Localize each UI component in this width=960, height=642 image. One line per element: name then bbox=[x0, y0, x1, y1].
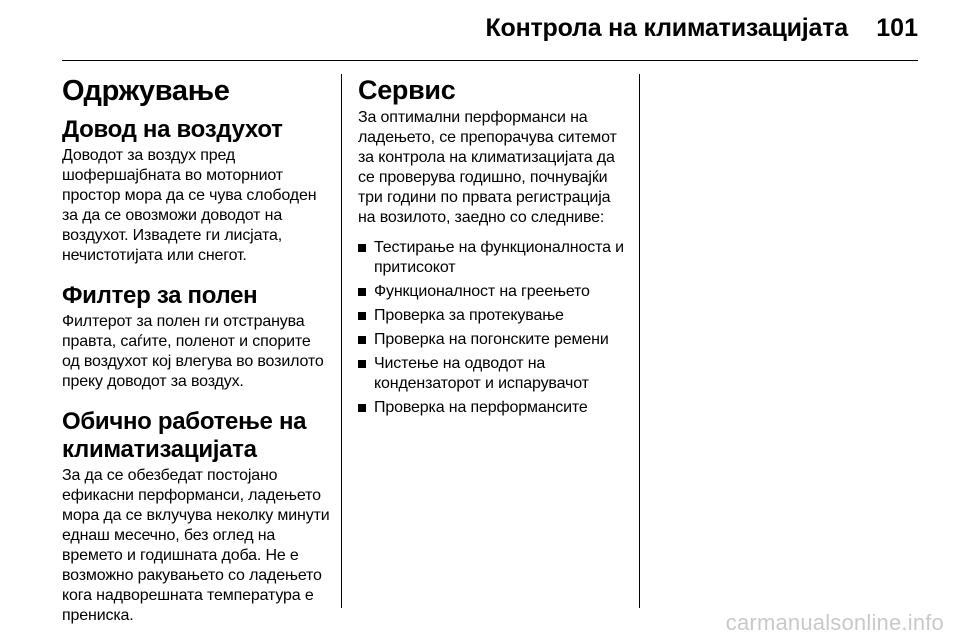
service-intro-text: За оптимални перформанси на ладењето, се препорачува ситемот за контрола на климатизацијата да се проверува годишно, почнувајќи три години по првата регистрација на возилото, заедно со следниве: bbox=[358, 109, 617, 226]
section-heading-air-intake: Довод на воздухот bbox=[62, 116, 283, 143]
watermark-text: carmanualsonline.info bbox=[725, 610, 944, 635]
section-body-air-intake: Доводот за воздух пред шофершајбната во моторниот простор мора да се чува слободен за да се овозможи доводот на воздухот. Извадете ги лисјата, нечистотијата или снегот. bbox=[62, 147, 317, 264]
square-bullet-icon bbox=[358, 312, 366, 320]
column-divider-left bbox=[341, 74, 342, 608]
section-heading-service: Сервис bbox=[358, 75, 456, 105]
list-item bbox=[358, 282, 630, 302]
section-body-regular-operation: За да се обезбедат постојано ефикасни перформанси, ладењето мора да се вклучува неколку минути еднаш месечно, без оглед на времето и годишната доба. Не е возможно ракувањето со ладењето кога надворешната температура е прениска. bbox=[62, 467, 330, 624]
square-bullet-icon bbox=[358, 404, 366, 412]
page-number: 101 bbox=[876, 14, 918, 42]
section-heading-regular-operation: Обично работење на климатизацијата bbox=[62, 408, 307, 463]
section-heading-pollen-filter: Филтер за полен bbox=[62, 282, 258, 309]
list-item-text: Проверка на перформансите bbox=[374, 399, 588, 416]
service-checklist bbox=[358, 238, 630, 418]
section-body-pollen-filter: Филтерот за полен ги отстранува правта, саѓите, поленот и спорите од воздухот кој влегува во возилото преку доводот за воздух. bbox=[62, 313, 324, 390]
square-bullet-icon bbox=[358, 288, 366, 296]
list-item bbox=[358, 306, 630, 326]
list-item-text: Тестирање на функционалноста и притисокот bbox=[374, 239, 624, 276]
chapter-title: Одржување bbox=[62, 75, 230, 107]
list-item bbox=[358, 398, 630, 418]
square-bullet-icon bbox=[358, 336, 366, 344]
square-bullet-icon bbox=[358, 244, 366, 252]
left-column bbox=[62, 74, 332, 626]
page-header-title: Контрола на климатизацијата bbox=[485, 14, 848, 42]
list-item-text: Проверка за протекување bbox=[374, 307, 564, 324]
list-item-text: Проверка на погонските ремени bbox=[374, 331, 609, 348]
list-item-text: Чистење на одводот на кондензаторот и испарувачот bbox=[374, 355, 589, 392]
header-divider bbox=[62, 60, 918, 61]
list-item-text: Функционалност на греењето bbox=[374, 283, 590, 300]
middle-column bbox=[358, 74, 630, 422]
list-item bbox=[358, 330, 630, 350]
column-divider-right bbox=[639, 74, 640, 608]
list-item bbox=[358, 238, 630, 278]
list-item bbox=[358, 354, 630, 394]
square-bullet-icon bbox=[358, 360, 366, 368]
